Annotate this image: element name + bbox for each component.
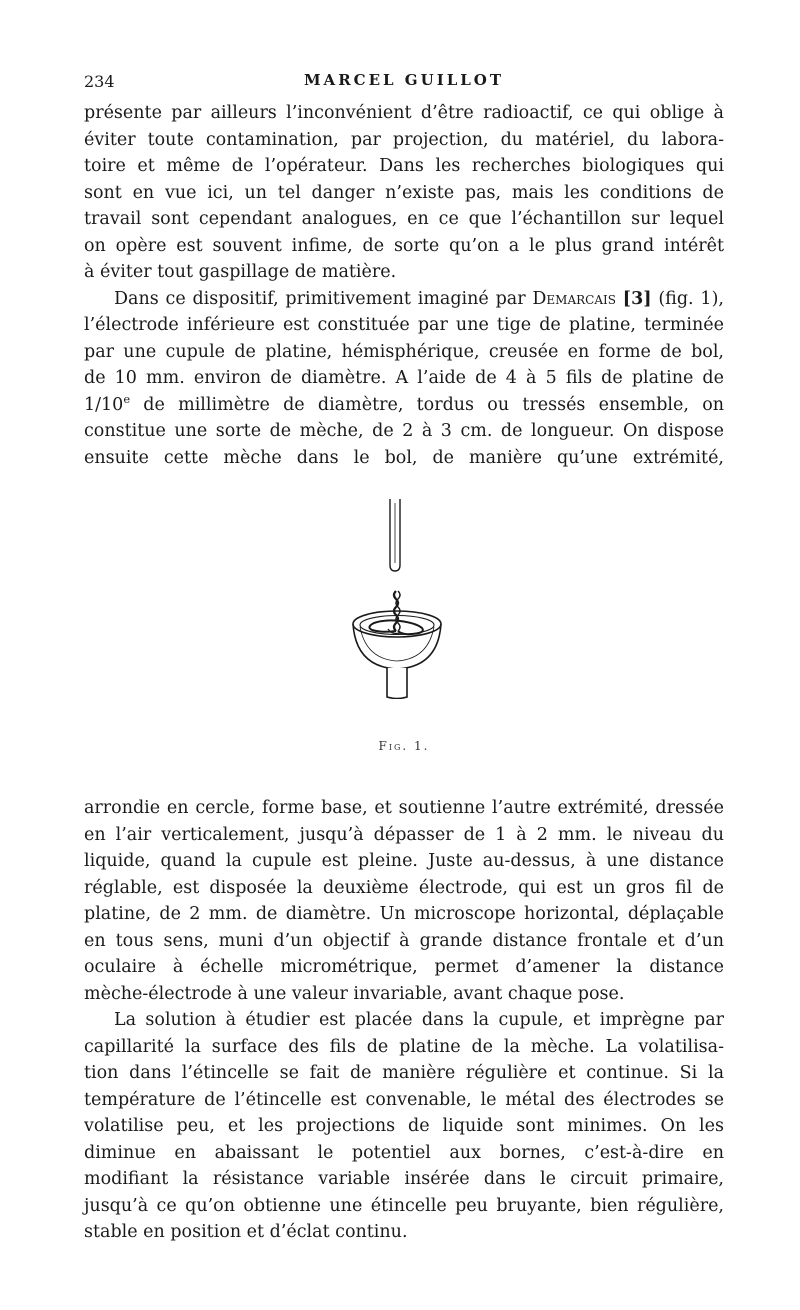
text-line: à éviter tout gaspillage de matière. — [84, 262, 397, 282]
text-line: en tous sens, muni d’un objectif à grande distance frontale et d’un — [84, 930, 724, 951]
text-line: température de l’étincelle est convenable, le métal des électrodes se — [84, 1089, 724, 1110]
text-fragment: Dans ce dispositif, primitivement imaginé par — [114, 288, 526, 309]
text-line: présente par ailleurs l’inconvénient d’être radioactif, ce qui oblige à — [84, 103, 724, 123]
figure-caption: Fig. 1. — [378, 739, 430, 753]
text-line — [84, 286, 724, 313]
page-number: 234 — [84, 72, 115, 91]
paragraph-1 — [84, 100, 724, 286]
text-line — [84, 392, 724, 419]
text-line: par une cupule de platine, hémisphérique, creusée en forme de bol, — [84, 341, 724, 362]
citation-reference: [3] — [622, 288, 652, 309]
text-line: on opère est souvent infime, de sorte qu’on a le plus grand intérêt — [84, 235, 724, 256]
text-line: arrondie en cercle, forme base, et soutienne l’autre extrémité, dressée — [84, 798, 724, 818]
text-line: modifiant la résistance variable insérée dans le circuit primaire, — [84, 1169, 724, 1189]
paragraph-3 — [84, 795, 724, 1007]
running-title: MARCEL GUILLOT — [303, 71, 505, 89]
text-line: mèche-électrode à une valeur invariable, avant chaque pose. — [84, 983, 625, 1004]
text-line: éviter toute contamination, par projection, du matériel, du labora- — [84, 129, 724, 150]
text-line: stable en position et d’éclat continu. — [84, 1222, 408, 1242]
electrode-cup-illustration — [342, 499, 452, 699]
text-line: platine, de 2 mm. de diamètre. Un microscope horizontal, déplaçable — [84, 904, 724, 924]
text-line: de 10 mm. environ de diamètre. A l’aide de 4 à 5 fils de platine de — [84, 368, 724, 388]
text-line: capillarité la surface des fils de platine de la mèche. La volatilisa- — [84, 1036, 724, 1057]
lower-electrode-stem — [387, 668, 407, 699]
superscript: e — [123, 391, 131, 406]
upper-electrode — [390, 499, 400, 571]
text-fragment: (fig. 1), — [658, 288, 724, 309]
text-line: ensuite cette mèche dans le bol, de manière qu’une extrémité, — [84, 447, 724, 468]
text-fragment: de millimètre de diamètre, tordus ou tressés ensemble, on — [130, 394, 724, 415]
text-line: tion dans l’étincelle se fait de manière régulière et continue. Si la — [84, 1063, 724, 1083]
text-line: oculaire à échelle micrométrique, permet d’amener la distance — [84, 957, 724, 977]
text-fragment: 1/10 — [84, 394, 124, 415]
text-line: toire et même de l’opérateur. Dans les recherches biologiques qui — [84, 156, 724, 176]
text-line: volatilise peu, et les projections de liquide sont minimes. On les — [84, 1116, 724, 1136]
text-line: réglable, est disposée la deuxième électrode, qui est un gros fil de — [84, 877, 724, 898]
text-line: La solution à étudier est placée dans la cupule, et imprègne par — [114, 1010, 724, 1030]
figure-1 — [84, 471, 724, 795]
text-line: l’électrode inférieure est constituée par une tige de platine, terminée — [84, 315, 724, 335]
text-line: constitue une sorte de mèche, de 2 à 3 cm. de longueur. On dispose — [84, 421, 724, 441]
paragraph-4 — [84, 1007, 724, 1246]
text-line: jusqu’à ce qu’on obtienne une étincelle peu bruyante, bien régulière, — [84, 1195, 724, 1216]
text-line: diminue en abaissant le potentiel aux bornes, c’est-à-dire en — [84, 1142, 724, 1163]
paragraph-2 — [84, 286, 724, 472]
text-line: travail sont cependant analogues, en ce que l’échantillon sur lequel — [84, 209, 724, 229]
running-head — [84, 70, 724, 100]
text-line: liquide, quand la cupule est pleine. Juste au-dessus, à une distance — [84, 851, 724, 871]
author-name: Demarcais — [532, 288, 616, 309]
page — [84, 70, 724, 1246]
text-line: sont en vue ici, un tel danger n’existe pas, mais les conditions de — [84, 182, 724, 203]
text-line: en l’air verticalement, jusqu’à dépasser de 1 à 2 mm. le niveau du — [84, 824, 724, 845]
